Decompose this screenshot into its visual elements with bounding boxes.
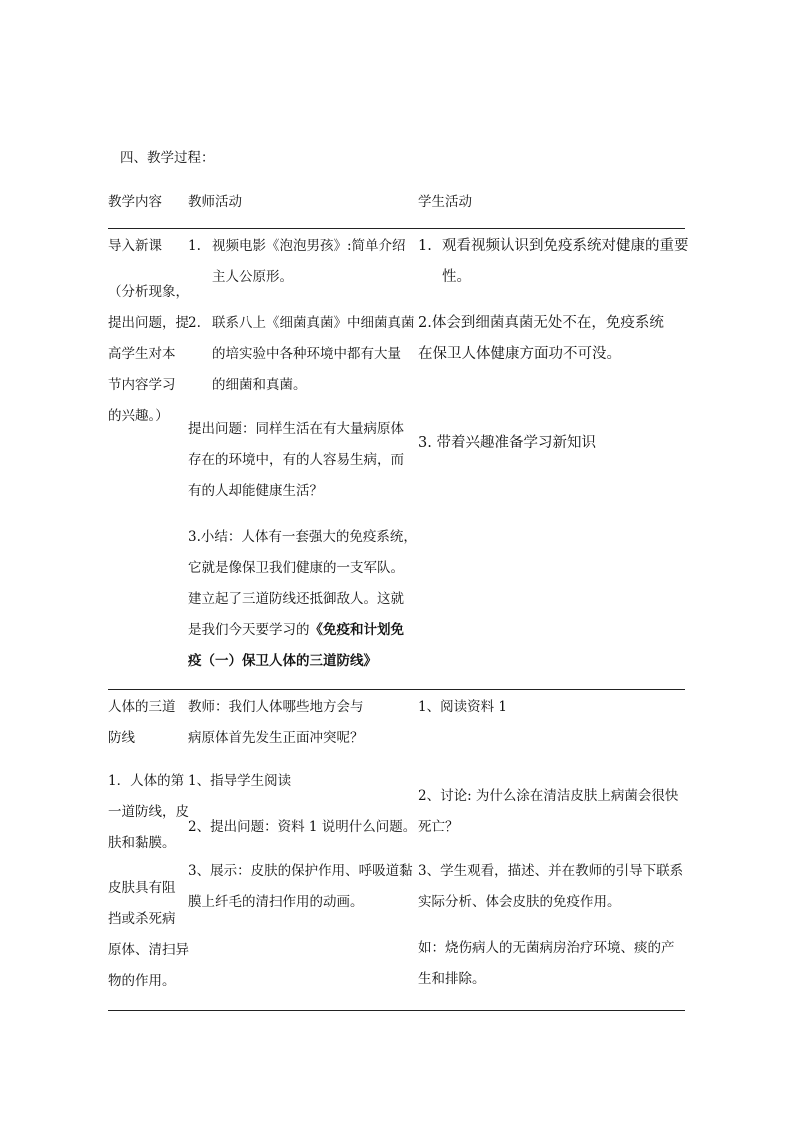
row1-student-line: 观看视频认识到免疫系统对健康的重要 [442,238,689,254]
row2-student-line: 3、学生观看，描述、并在教师的引导下联系 [418,863,684,879]
row2-content-line: 物的作用。 [108,973,176,989]
row1-teacher-line: 提出问题：同样生活在有大量病原体 [188,421,404,437]
row2-teacher-line: 2、提出问题：资料 1 说明什么问题。 [188,819,417,835]
row1-student-line: 2.体会到细菌真菌无处不在，免疫系统 [418,315,664,331]
row2-student-line: 如：烧伤病人的无菌病房治疗环境、痰的产 [418,940,675,956]
row2-teacher-line: 教师：我们人体哪些地方会与 [188,699,364,715]
header-content: 教学内容 [108,194,162,210]
row1-teacher-number: 2. [188,315,201,331]
row1-teacher-line: 存在的环境中，有的人容易生病，而 [188,452,404,468]
row2-teacher-line: 膜上纤毛的清扫作用的动画。 [188,894,364,910]
row1-teacher-line: 它就是像保卫我们健康的一支军队。 [188,560,404,576]
section-title: 四、教学过程： [120,150,215,166]
row1-student-line: 性。 [442,269,471,285]
row1-content-line: 高学生对本 [108,346,176,362]
header-teacher: 教师活动 [188,194,242,210]
table-rule-top [108,228,685,229]
row1-teacher-line [188,622,404,638]
row1-lesson-title: 《免疫和计划免 [309,622,404,638]
row2-content-line: 1．人体的第 [108,773,185,789]
row1-content-line: 的兴趣。） [108,408,169,424]
row2-content-line: 原体、清扫异 [108,942,189,958]
row1-teacher-line: 的细菌和真菌。 [212,377,307,393]
row1-teacher-line: 建立起了三道防线还抵御敌人。这就 [188,591,404,607]
row1-teacher-line: 联系八上《细菌真菌》中细菌真菌 [212,315,415,331]
table-rule-bottom [108,1010,685,1011]
table-rule-middle [108,689,685,690]
row2-student-line: 2、讨论: 为什么涂在清洁皮肤上病菌会很快 [418,788,679,804]
row2-student-line: 死亡？ [418,819,459,835]
row1-content-line: （分析现象， [108,284,189,300]
row1-lesson-title: 疫（一）保卫人体的三道防线》 [188,653,377,669]
row2-teacher-line: 1、指导学生阅读 [188,773,292,789]
row2-content-line: 防线 [108,730,135,746]
row1-teacher-line: 视频电影《泡泡男孩》:简单介绍 [212,238,406,254]
row2-content-line: 皮肤具有阻 [108,880,176,896]
row2-student-line: 1、阅读资料 1 [418,699,507,715]
row1-content-line: 提出问题，提 [108,315,189,331]
row1-teacher-line: 的培实验中各种环境中都有大量 [212,346,401,362]
row1-teacher-text: 是我们今天要学习的 [188,622,310,638]
row2-content-line: 挡或杀死病 [108,911,176,927]
row1-teacher-line: 3.小结：人体有一套强大的免疫系统， [188,529,417,545]
header-student: 学生活动 [418,194,472,210]
row2-student-line: 生和排除。 [418,971,486,987]
row2-teacher-line: 3、展示：皮肤的保护作用、呼吸道黏 [188,863,413,879]
row1-content-line: 节内容学习 [108,377,176,393]
row1-teacher-line: 有的人却能健康生活？ [188,483,323,499]
row1-content-line: 导入新课 [108,238,162,254]
row2-teacher-line: 病原体首先发生正面冲突呢？ [188,730,364,746]
row1-student-number: 1. [418,238,432,254]
row2-student-line: 实际分析、体会皮肤的免疫作用。 [418,894,621,910]
row2-content-line: 一道防线，皮 [108,804,189,820]
row1-teacher-number: 1. [188,238,201,254]
row1-student-line: 在保卫人体健康方面功不可没。 [418,346,621,362]
row1-teacher-line: 主人公原形。 [212,269,293,285]
row2-content-line: 肤和黏膜。 [108,835,176,851]
row1-student-line: 3. 带着兴趣准备学习新知识 [418,435,596,451]
row2-content-line: 人体的三道 [108,699,176,715]
